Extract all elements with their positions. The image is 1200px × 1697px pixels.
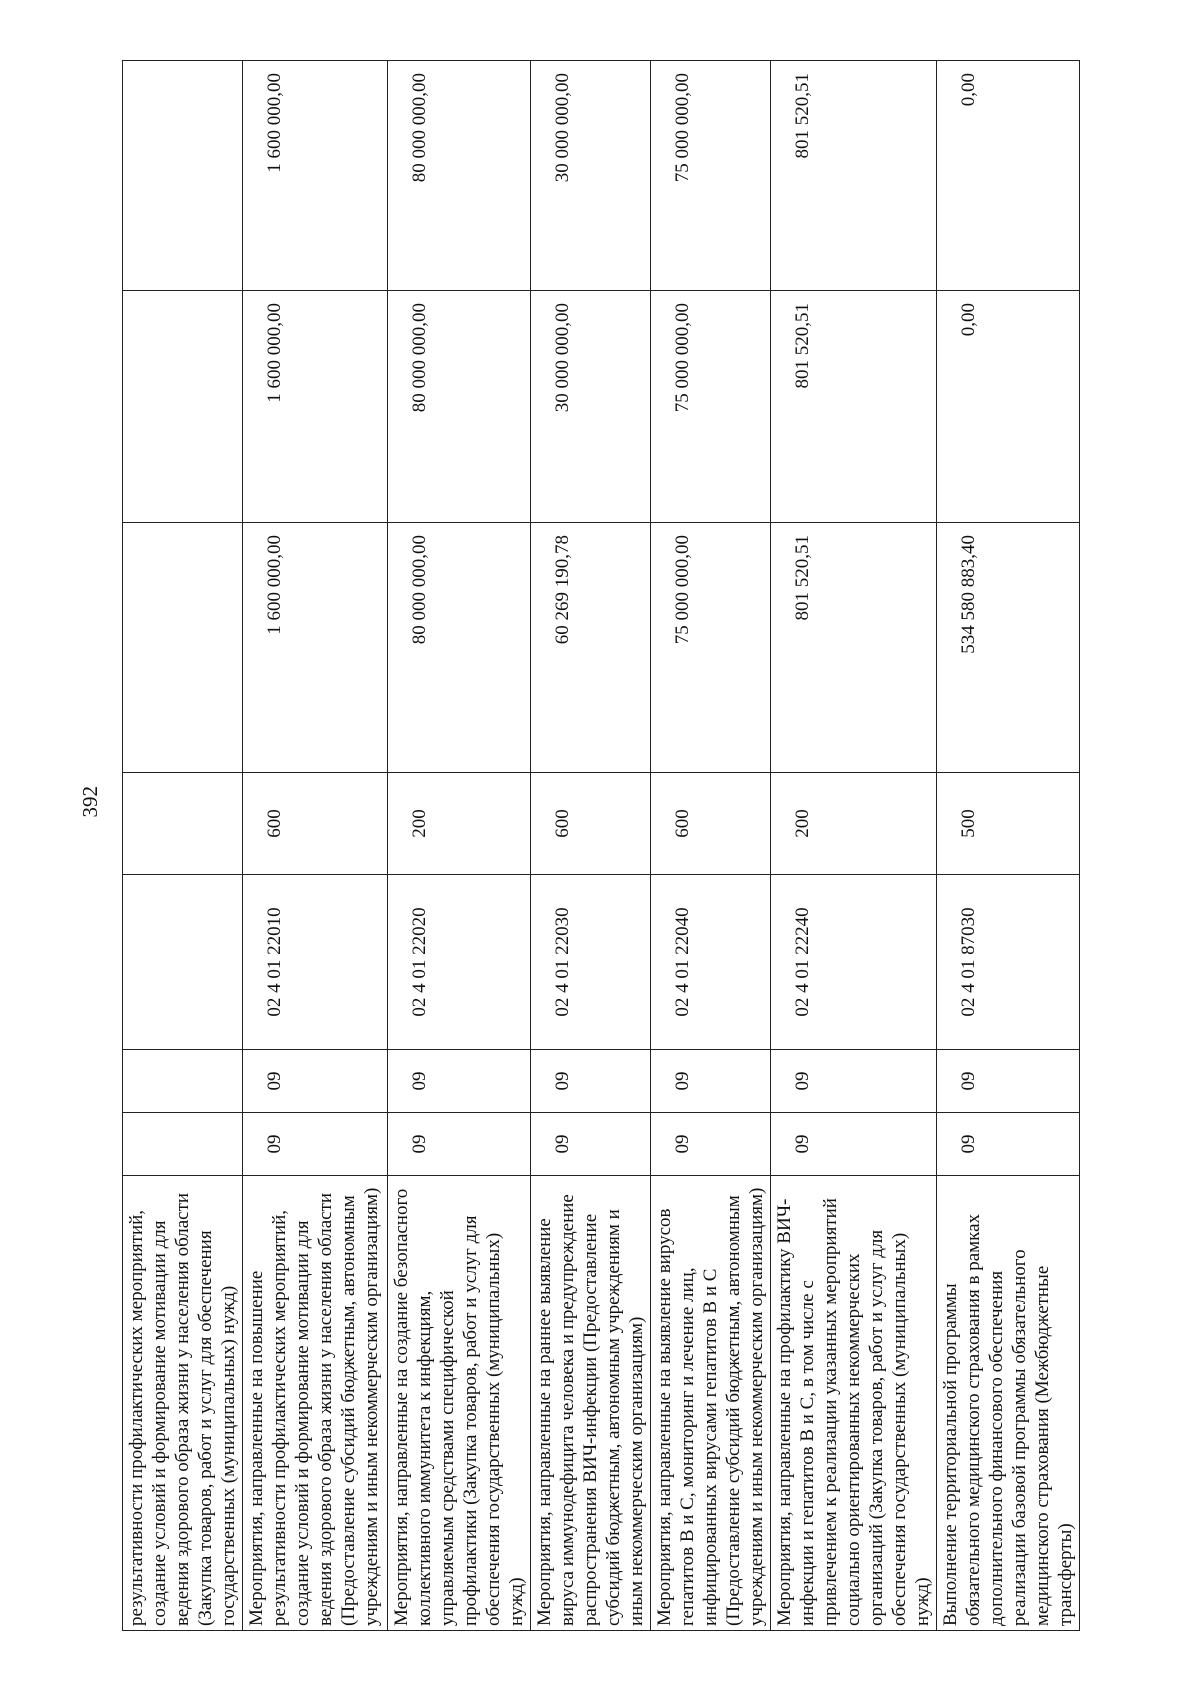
amount-1: 1 600 000,00	[243, 523, 388, 773]
row-description: Выполнение территориальной программы обязательного медицинского страхования в рамках дополнительного финансового обеспечения реализации базовой программы обязательного медицинского страхования (Межбюджетные трансферты)	[937, 1176, 1080, 1631]
amount-3: 801 520,51	[771, 61, 937, 291]
amount-1: 534 580 883,40	[937, 523, 1080, 773]
row-description: Мероприятия, направленные на повышение результативности профилактических мероприятий, создание условий и формирование мотивации для ведения здорового образа жизни у населения области (Предоставление субсидий бюджетным, автономным учреждениям и иным некоммерческим организациям)	[243, 1176, 388, 1631]
expense-type-code: 600	[651, 773, 771, 875]
subsection-code: 09	[937, 1050, 1080, 1113]
amount-3: 0,00	[937, 61, 1080, 291]
amount-1: 60 269 190,78	[531, 523, 651, 773]
subsection-code: 09	[388, 1050, 531, 1113]
row-description: Мероприятия, направленные на раннее выявление вируса иммунодефицита человека и предупреждение распространения ВИЧ-инфекции (Предоставление субсидий бюджетным, автономным учреждениям и иным некоммерческим организациям)	[531, 1176, 651, 1631]
amount-2: 0,00	[937, 291, 1080, 523]
amount-3	[123, 61, 243, 291]
amount-2	[123, 291, 243, 523]
section-code: 09	[243, 1113, 388, 1176]
table-row	[771, 61, 937, 1631]
amount-2: 1 600 000,00	[243, 291, 388, 523]
row-description: Мероприятия, направленные на выявление вирусов гепатитов В и С, мониторинг и лечение лиц, инфицированных вирусами гепатитов В и С (Предоставление субсидий бюджетным, автономным учреждениям и иным некоммерческим организациям)	[651, 1176, 771, 1631]
amount-3: 80 000 000,00	[388, 61, 531, 291]
subsection-code: 09	[243, 1050, 388, 1113]
table-row	[388, 61, 531, 1631]
row-description: Мероприятия, направленные на создание безопасного коллективного иммунитета к инфекциям, управляемым средствами специфической профилактики (Закупка товаров, работ и услуг для обеспечения государственных (муниципальных) нужд)	[388, 1176, 531, 1631]
expense-type-code	[123, 773, 243, 875]
section-code: 09	[388, 1113, 531, 1176]
target-article-code: 02 4 01 22030	[531, 875, 651, 1050]
subsection-code: 09	[531, 1050, 651, 1113]
expense-type-code: 600	[531, 773, 651, 875]
table-row	[243, 61, 388, 1631]
subsection-code	[123, 1050, 243, 1113]
section-code: 09	[531, 1113, 651, 1176]
target-article-code: 02 4 01 22040	[651, 875, 771, 1050]
section-code	[123, 1113, 243, 1176]
table-row	[531, 61, 651, 1631]
table-row	[937, 61, 1080, 1631]
section-code: 09	[651, 1113, 771, 1176]
amount-2: 80 000 000,00	[388, 291, 531, 523]
target-article-code: 02 4 01 22240	[771, 875, 937, 1050]
amount-1: 801 520,51	[771, 523, 937, 773]
row-description: результативности профилактических мероприятий, создание условий и формирование мотивации для ведения здорового образа жизни у населения области (Закупка товаров, работ и услуг для обеспечения государственных (муниципальных) нужд)	[123, 1176, 243, 1631]
expense-type-code: 600	[243, 773, 388, 875]
target-article-code: 02 4 01 87030	[937, 875, 1080, 1050]
amount-1: 80 000 000,00	[388, 523, 531, 773]
row-description: Мероприятия, направленные на профилактику ВИЧ-инфекции и гепатитов В и С, в том числе с привлечением к реализации указанных мероприятий социально ориентированных некоммерческих организаций (Закупка товаров, работ и услуг для обеспечения государственных (муниципальных) нужд)	[771, 1176, 937, 1631]
budget-table	[122, 60, 1080, 1631]
expense-type-code: 200	[771, 773, 937, 875]
amount-3: 1 600 000,00	[243, 61, 388, 291]
amount-1	[123, 523, 243, 773]
page-number: 392	[78, 786, 102, 818]
amount-1: 75 000 000,00	[651, 523, 771, 773]
target-article-code: 02 4 01 22020	[388, 875, 531, 1050]
expense-type-code: 500	[937, 773, 1080, 875]
target-article-code	[123, 875, 243, 1050]
section-code: 09	[771, 1113, 937, 1176]
table-row	[123, 61, 243, 1631]
section-code: 09	[937, 1113, 1080, 1176]
table-row	[651, 61, 771, 1631]
expense-type-code: 200	[388, 773, 531, 875]
budget-table-rotated	[122, 61, 1079, 1631]
target-article-code: 02 4 01 22010	[243, 875, 388, 1050]
amount-3: 75 000 000,00	[651, 61, 771, 291]
amount-2: 801 520,51	[771, 291, 937, 523]
amount-3: 30 000 000,00	[531, 61, 651, 291]
subsection-code: 09	[651, 1050, 771, 1113]
amount-2: 30 000 000,00	[531, 291, 651, 523]
amount-2: 75 000 000,00	[651, 291, 771, 523]
subsection-code: 09	[771, 1050, 937, 1113]
